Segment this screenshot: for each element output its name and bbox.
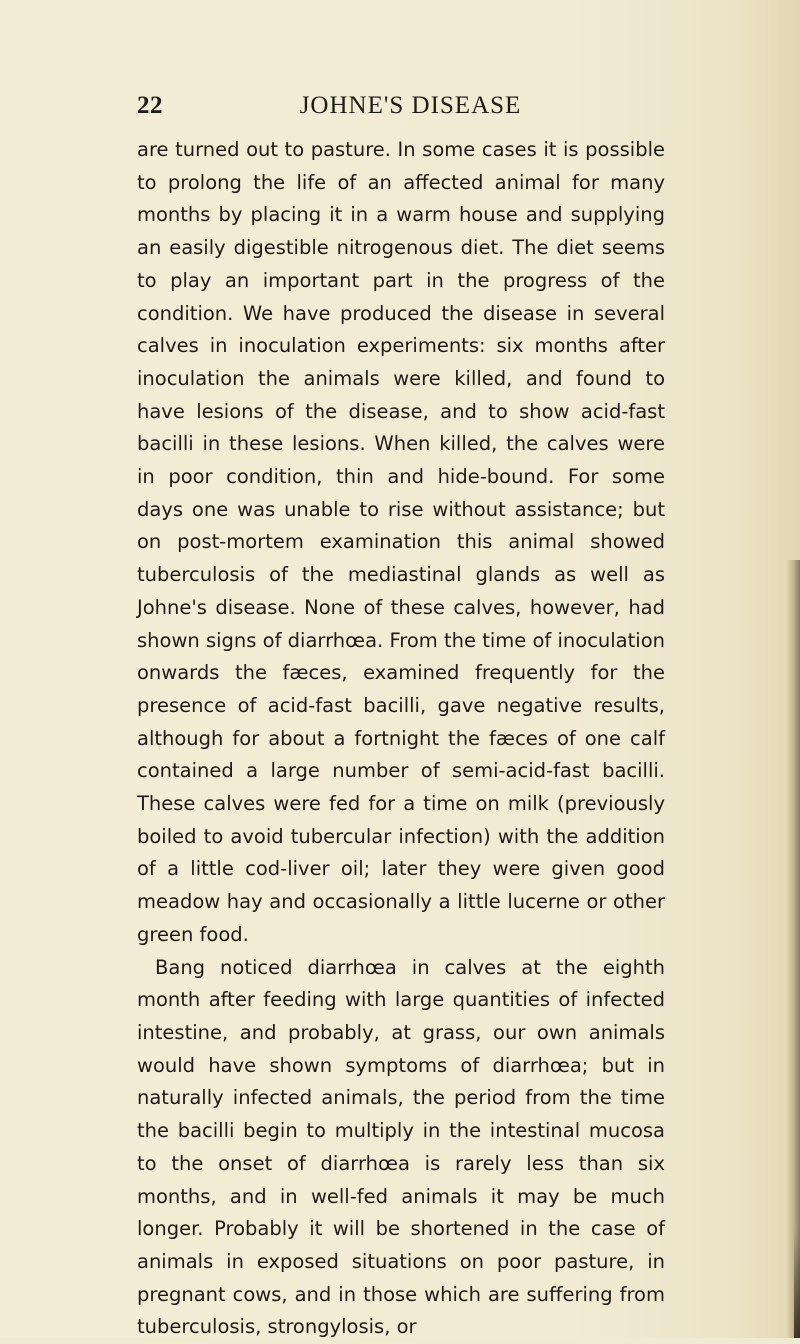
page-number: 22	[137, 92, 163, 119]
paragraph-1: are turned out to pasture. In some cases it is possible to prolong the life of an affected animal for many months by placing it in a warm house and supplying an easily digestible nitrogenous diet. The diet seems to play an important part in the progress of the condition. We have produced the disease in several calves in inoculation experiments: six months after inoculation the animals were killed, and found to have lesions of the disease, and to show acid-fast bacilli in these lesions. When killed, the calves were in poor condition, thin and hide-bound. For some days one was unable to rise without assistance; but on post-mortem examination this animal showed tuberculosis of the mediastinal glands as well as Johne's disease. None of these calves, however, had shown signs of diarrhœa. From the time of inoculation onwards the fæces, examined frequently for the presence of acid-fast bacilli, gave negative results, although for about a fortnight the fæces of one calf contained a large number of semi-acid-fast bacilli. These calves were fed for a time on milk (previously boiled to avoid tubercular infection) with the addition of a little cod-liver oil; later they were given good meadow hay and occasionally a little lucerne or other green food.	[137, 138, 665, 946]
page-corner-shadow	[794, 1230, 800, 1338]
body-text	[137, 134, 665, 1344]
running-title: JOHNE'S DISEASE	[299, 92, 522, 119]
page-header	[137, 88, 662, 124]
page-edge-shadow	[786, 560, 800, 1338]
paragraph-2	[137, 952, 665, 1344]
paragraph-2-text: Bang noticed diarrhœa in calves at the eighth month after feeding with large quantities of infected intestine, and probably, at grass, our own animals would have shown symptoms of diarrhœa; but in naturally infected animals, the period from the time the bacilli begin to multiply in the intestinal mucosa to the onset of diarrhœa is rarely less than six months, and in well-fed animals it may be much longer. Probably it will be shortened in the case of animals in exposed situations on poor pasture, in pregnant cows, and in those which are suffering from tuberculosis, strongylosis, or	[137, 955, 665, 1339]
